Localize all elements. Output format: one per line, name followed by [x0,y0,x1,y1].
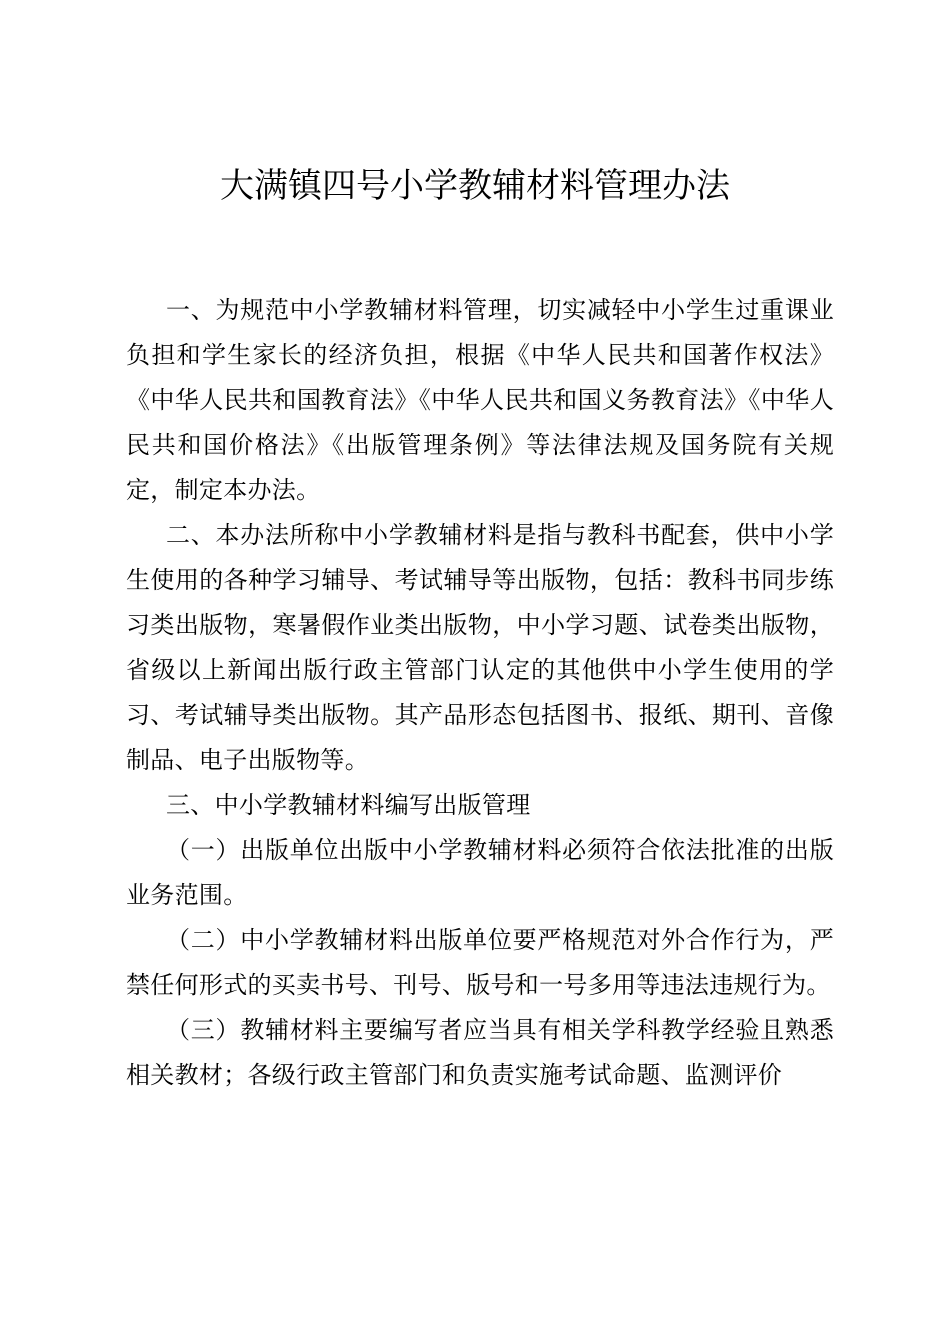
paragraph-2: 二、本办法所称中小学教辅材料是指与教科书配套，供中小学生使用的各种学习辅导、考试辅导等出版物，包括：教科书同步练习类出版物，寒暑假作业类出版物，中小学习题、试卷类出版物，省级以上新闻出版行政主管部门认定的其他供中小学生使用的学习、考试辅导类出版物。其产品形态包括图书、报纸、期刊、音像制品、电子出版物等。 [126,521,834,774]
paragraph-1: 一、为规范中小学教辅材料管理，切实减轻中小学生过重课业负担和学生家长的经济负担，根据《中华人民共和国著作权法》《中华人民共和国教育法》《中华人民共和国义务教育法》《中华人民共和国价格法》《出版管理条例》等法律法规及国务院有关规定，制定本办法。 [126,296,834,504]
paragraph-6: （三）教辅材料主要编写者应当具有相关学科教学经验且熟悉相关教材；各级行政主管部门和负责实施考试命题、监测评价 [126,1016,834,1089]
paragraph-5: （二）中小学教辅材料出版单位要严格规范对外合作行为，严禁任何形式的买卖书号、刊号、版号和一号多用等违法违规行为。 [126,926,834,999]
document-title: 大满镇四号小学教辅材料管理办法 [220,166,730,206]
paragraph-3: 三、中小学教辅材料编写出版管理 [166,791,531,819]
document-body [126,288,834,1098]
paragraph-4: （一）出版单位出版中小学教辅材料必须符合依法批准的出版业务范围。 [126,836,834,909]
